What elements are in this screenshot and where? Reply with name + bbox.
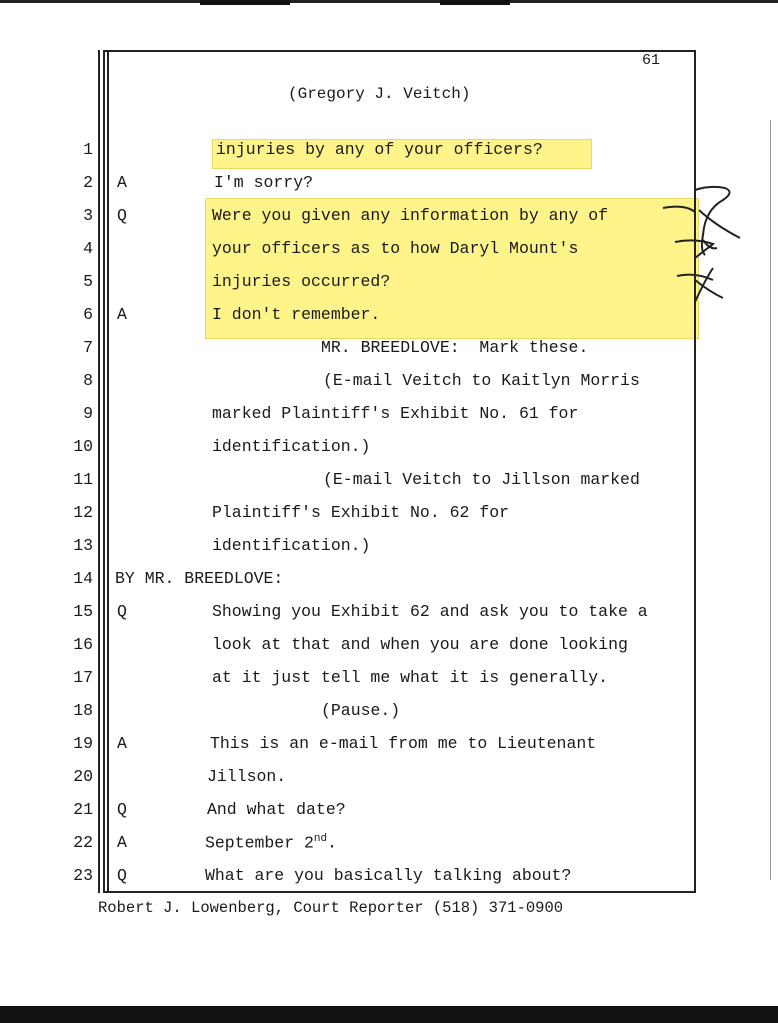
line-text: This is an e-mail from me to Lieutenant [210,734,597,753]
line-number: 14 [73,569,93,588]
line-text: marked Plaintiff's Exhibit No. 61 for [212,404,579,423]
handwritten-marks [655,180,755,310]
speaker: A [117,305,127,324]
top-scan-mark [200,0,290,5]
line-number: 18 [73,701,93,720]
line-text: identification.) [212,437,371,456]
witness-header: (Gregory J. Veitch) [288,85,471,103]
line-number: 23 [73,866,93,885]
line-text: look at that and when you are done looking [212,635,628,654]
transcript-line [0,332,778,365]
bottom-scan-edge [0,1006,778,1023]
transcript-line [0,761,778,794]
line-number: 13 [73,536,93,555]
line-number: 19 [73,734,93,753]
line-number: 15 [73,602,93,621]
line-text-main: September 2 [205,833,314,853]
line-text: BY MR. BREEDLOVE: [115,569,284,588]
line-text: (E-mail Veitch to Kaitlyn Morris [323,371,640,390]
transcript-line [0,134,778,167]
line-number: 4 [83,239,93,258]
ordinal-suffix: nd [313,833,328,845]
line-text: (Pause.) [321,701,401,720]
speaker: A [117,833,127,852]
transcript-line [0,794,778,827]
line-text: And what date? [207,800,346,819]
line-number: 11 [73,470,93,489]
line-text-end: . [327,833,338,853]
transcript-line [0,431,778,464]
transcript-line [0,629,778,662]
transcript-line [0,728,778,761]
transcript-line [0,596,778,629]
top-scan-line [0,0,778,3]
transcript-line [0,398,778,431]
transcript-line [0,662,778,695]
line-number: 7 [83,338,93,357]
speaker: Q [117,602,127,621]
line-text: I'm sorry? [214,173,314,192]
speaker: A [117,734,127,753]
line-text: MR. BREEDLOVE: Mark these. [321,338,589,357]
line-number: 20 [73,767,93,786]
transcript-line [0,464,778,497]
transcript-line [0,695,778,728]
transcript-line [0,530,778,563]
line-number: 22 [73,833,93,852]
speaker: Q [117,800,127,819]
speaker: Q [117,206,127,225]
line-text: Were you given any information by any of [212,206,609,225]
page-number: 61 [642,52,661,69]
transcript-line [0,365,778,398]
line-text [205,833,337,853]
line-number: 1 [83,140,93,159]
line-text: injuries occurred? [212,272,391,291]
line-number: 12 [73,503,93,522]
transcript-line [0,497,778,530]
line-text: Showing you Exhibit 62 and ask you to take a [212,602,648,621]
line-number: 8 [83,371,93,390]
line-number: 6 [83,305,93,324]
line-number: 17 [73,668,93,687]
line-text: at it just tell me what it is generally. [212,668,609,687]
line-text: I don't remember. [212,305,381,324]
top-scan-mark [440,0,510,5]
line-number: 5 [83,272,93,291]
line-number: 10 [73,437,93,456]
line-number: 9 [83,404,93,423]
line-text: identification.) [212,536,371,555]
speaker: Q [117,866,127,885]
page-footer: Robert J. Lowenberg, Court Reporter (518) 371-0900 [98,899,564,917]
transcript-line [0,563,778,596]
speaker: A [117,173,127,192]
line-text: your officers as to how Daryl Mount's [212,239,579,258]
line-text: Plaintiff's Exhibit No. 62 for [212,503,510,522]
line-text: Jillson. [207,767,287,786]
transcript-line [0,860,778,893]
line-number: 3 [83,206,93,225]
line-text: (E-mail Veitch to Jillson marked [323,470,640,489]
line-number: 16 [73,635,93,654]
line-number: 21 [73,800,93,819]
line-text: injuries by any of your officers? [216,140,543,159]
transcript-line [0,827,778,860]
line-text: What are you basically talking about? [205,866,572,885]
line-number: 2 [83,173,93,192]
